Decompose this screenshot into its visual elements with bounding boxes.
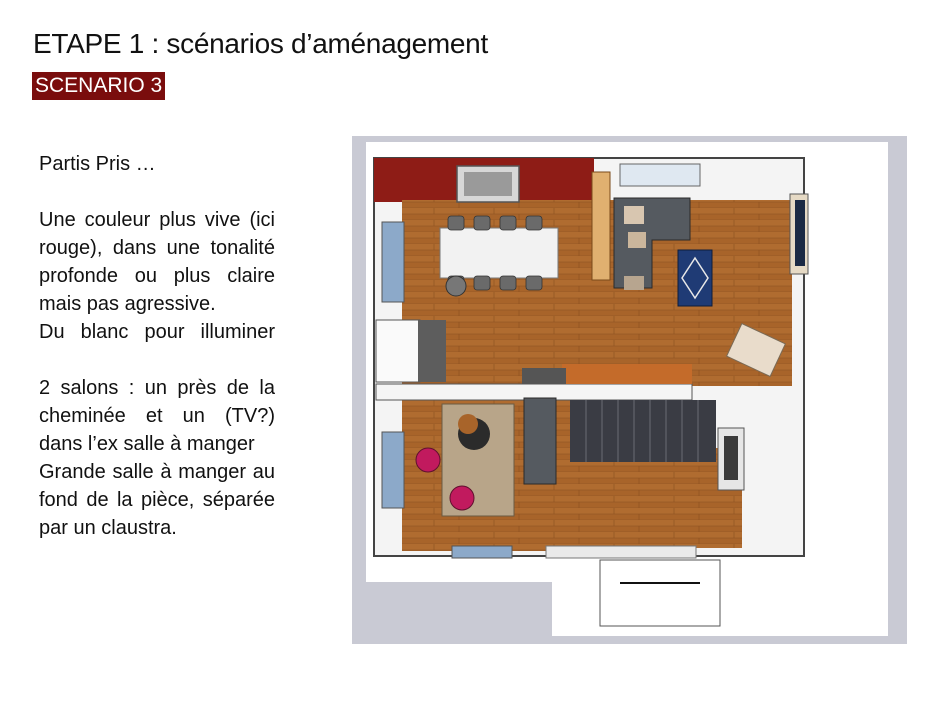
text-heading: Partis Pris … [39, 153, 156, 175]
floor-plan-image [352, 136, 907, 644]
description-text [39, 150, 275, 542]
scenario-badge: SCENARIO 3 [32, 72, 165, 100]
paragraph-color: Une couleur plus vive (ici rouge), dans une tonalité profonde ou plus claire mais pas agressive. [39, 209, 275, 315]
paragraph-white: Du blanc pour illuminer [39, 321, 275, 343]
paragraph-dining: Grande salle à manger au fond de la pièce, séparée par un claustra. [39, 461, 275, 539]
page-title: ETAPE 1 : scénarios d’aménagement [33, 28, 488, 59]
paragraph-salons: 2 salons : un près de la cheminée et un (TV?) dans l’ex salle à manger [39, 377, 275, 455]
